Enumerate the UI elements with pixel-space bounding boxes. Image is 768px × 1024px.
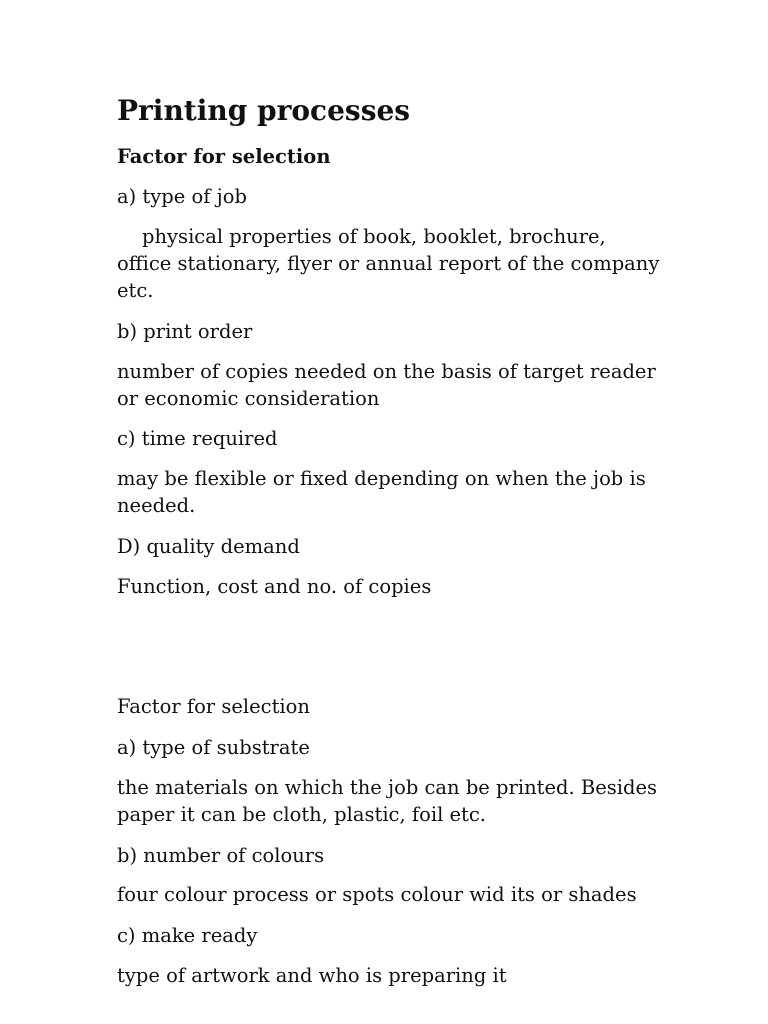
section2-item1-text: the materials on which the job can be printed. Besides paper it can be cloth, plastic, foil etc. bbox=[117, 776, 658, 826]
section1-item3-label: c) time required bbox=[117, 427, 278, 450]
section1-heading: Factor for selection bbox=[117, 145, 331, 168]
section1-item4-text: Function, cost and no. of copies bbox=[117, 575, 432, 598]
section2-item3-text: type of artwork and who is preparing it bbox=[117, 964, 507, 987]
page-title: Printing processes bbox=[117, 94, 411, 127]
section1-item3-text: may be flexible or fixed depending on when the job is needed. bbox=[117, 467, 646, 517]
section2-item2-label: b) number of colours bbox=[117, 844, 325, 867]
section1-item1-label: a) type of job bbox=[117, 185, 247, 208]
section1-item4-label: D) quality demand bbox=[117, 535, 300, 558]
section1-item1-text: physical properties of book, booklet, brochure, office stationary, flyer or annual report of the company etc. bbox=[117, 225, 660, 302]
section1-item2-text: number of copies needed on the basis of target reader or economic consideration bbox=[117, 360, 656, 410]
section2-item1-label: a) type of substrate bbox=[117, 736, 310, 759]
section2-item2-text: four colour process or spots colour wid its or shades bbox=[117, 883, 637, 906]
section2-heading: Factor for selection bbox=[117, 695, 310, 718]
section2-item3-label: c) make ready bbox=[117, 924, 258, 947]
section1-item2-label: b) print order bbox=[117, 320, 253, 343]
